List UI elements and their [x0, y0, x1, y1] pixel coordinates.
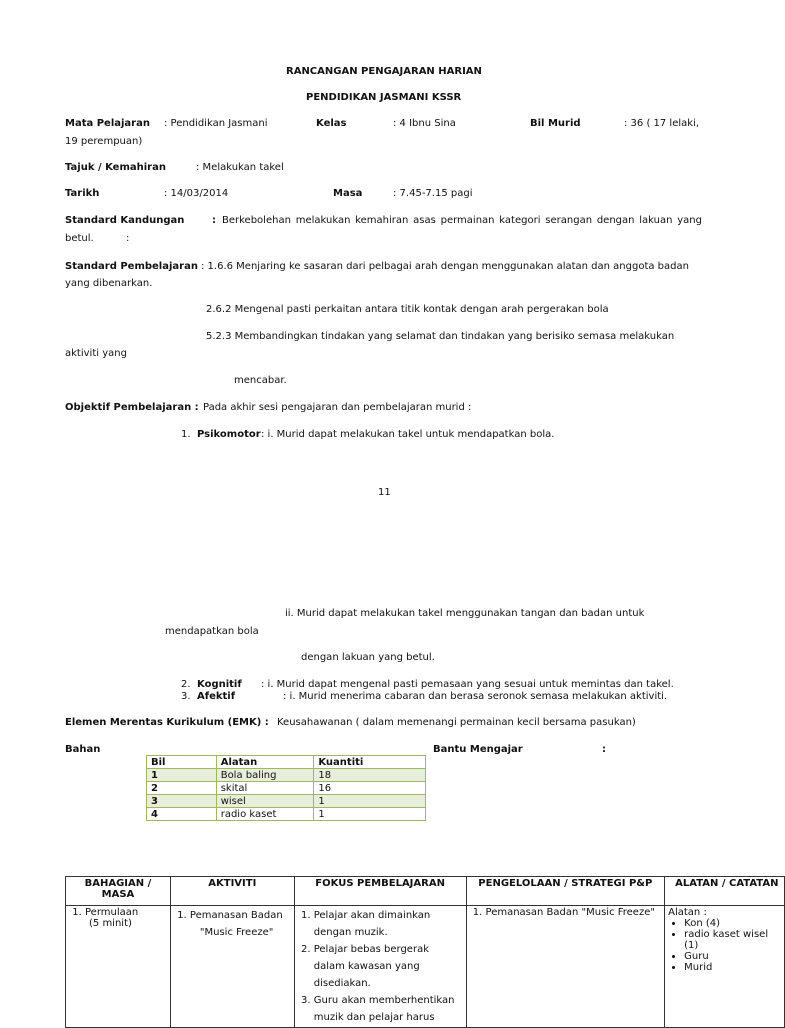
emk-label: Elemen Merentas Kurikulum (EMK) :	[65, 717, 269, 728]
kognitif-label: Kognitif	[197, 679, 242, 690]
bahagian-time: (5 minit)	[89, 918, 132, 929]
cell-alatan: skital	[216, 782, 314, 795]
alatan-item: • Guru	[684, 951, 781, 962]
header-pengelolaan: PENGELOLAAN / STRATEGI P&P	[466, 877, 665, 906]
tarikh-label: Tarikh	[65, 188, 100, 199]
page-subtitle: PENDIDIKAN JASMANI KSSR	[306, 92, 462, 103]
rph-table	[65, 876, 785, 1028]
cell-alatan: wisel	[216, 795, 314, 808]
alatan-item: • Kon (4)	[684, 918, 781, 929]
aktiviti-sub: "Music Freeze"	[199, 927, 274, 938]
mata-pelajaran-value: : Pendidikan Jasmani	[164, 118, 268, 129]
standard-pembelajaran-value: : 1.6.6 Menjaring ke sasaran dari pelbagai arah dengan menggunakan alatan dan anggota badan	[201, 261, 689, 272]
tajuk-label: Tajuk / Kemahiran	[65, 162, 166, 173]
masa-value: : 7.45-7.15 pagi	[393, 188, 473, 199]
kelas-label: Kelas	[316, 118, 347, 129]
standard-kandungan-colon: :	[212, 215, 216, 226]
alatan-table	[146, 755, 426, 821]
bahan-label: Bahan	[65, 744, 101, 755]
cell-bil: 2	[147, 782, 217, 795]
table-row	[147, 769, 426, 782]
cell-alatan	[665, 906, 785, 1028]
rph-table-header	[66, 877, 785, 906]
standard-kandungan-cont-colon: :	[126, 233, 130, 244]
cell-kuantiti: 18	[314, 769, 426, 782]
standard-kandungan-label: Standard Kandungan	[65, 215, 185, 226]
psikomotor-text: : i. Murid dapat melakukan takel untuk mendapatkan bola.	[261, 429, 555, 440]
pengelolaan-item: 1. Pemanasan Badan "Music Freeze"	[486, 907, 662, 918]
standard-kandungan-value: Berkebolehan melakukan kemahiran asas permainan kategori serangan dengan lakuan yang	[222, 215, 702, 226]
psikomotor-ii-cont1: mendapatkan bola	[165, 626, 259, 637]
alatan-label: Alatan :	[668, 907, 707, 918]
cell-kuantiti: 1	[314, 795, 426, 808]
bahagian-name: Permulaan	[85, 907, 139, 918]
emk-value: Keusahawanan ( dalam memenangi permainan kecil bersama pasukan)	[277, 717, 636, 728]
alatan-item: • radio kaset wisel	[684, 929, 781, 940]
fokus-item: 2. Pelajar bebas bergerak dalam kawasan yang disediakan.	[314, 941, 463, 992]
tajuk-value: : Melakukan takel	[196, 162, 284, 173]
cell-alatan: radio kaset	[216, 808, 314, 821]
afektif-number: 3.	[181, 691, 191, 702]
cell-aktiviti	[170, 906, 294, 1028]
alatan-item: • Murid	[684, 962, 781, 973]
standard-pembelajaran-cont: yang dibenarkan.	[65, 278, 153, 289]
standard-pembelajaran-item3: 5.2.3 Membandingkan tindakan yang selamat dan tindakan yang berisiko semasa melakukan	[206, 331, 675, 342]
standard-pembelajaran-item2: 2.6.2 Mengenal pasti perkaitan antara titik kontak dengan arah pergerakan bola	[206, 304, 609, 315]
cell-alatan: Bola baling	[216, 769, 314, 782]
header-kuantiti: Kuantiti	[314, 756, 426, 769]
header-bil: Bil	[147, 756, 217, 769]
header-fokus: FOKUS PEMBELAJARAN	[294, 877, 466, 906]
aktiviti-name: Pemanasan Badan	[189, 910, 283, 921]
header-alatan: Alatan	[216, 756, 314, 769]
cell-bil: 1	[147, 769, 217, 782]
afektif-text: : i. Murid menerima cabaran dan berasa seronok semasa melakukan aktiviti.	[283, 691, 668, 702]
kelas-value: : 4 Ibnu Sina	[393, 118, 456, 129]
table-row	[147, 782, 426, 795]
cell-bahagian	[66, 906, 171, 1028]
cell-bil: 3	[147, 795, 217, 808]
bil-murid-label: Bil Murid	[530, 118, 581, 129]
fokus-item: 3. Guru akan memberhentikan muzik dan pelajar harus	[314, 992, 463, 1026]
table-row	[147, 795, 426, 808]
psikomotor-number: 1.	[181, 429, 191, 440]
objektif-label: Objektif Pembelajaran :	[65, 402, 199, 413]
kognitif-number: 2.	[181, 679, 191, 690]
header-bahagian-masa: BAHAGIAN / MASA	[66, 877, 171, 906]
standard-pembelajaran-item3-cont2: mencabar.	[234, 375, 287, 386]
table-row	[147, 808, 426, 821]
psikomotor-label: Psikomotor	[197, 429, 261, 440]
bil-murid-cont: 19 perempuan)	[65, 136, 143, 147]
psikomotor-ii: ii. Murid dapat melakukan takel menggunakan tangan dan badan untuk	[285, 608, 645, 619]
alatan-item: (1)	[684, 940, 699, 951]
kognitif-text: : i. Murid dapat mengenal pasti pemasaan yang sesuai untuk memintas dan takel.	[261, 679, 674, 690]
header-aktiviti: AKTIVITI	[170, 877, 294, 906]
cell-kuantiti: 16	[314, 782, 426, 795]
psikomotor-ii-cont2: dengan lakuan yang betul.	[301, 652, 435, 663]
mata-pelajaran-label: Mata Pelajaran	[65, 118, 150, 129]
bil-murid-value: : 36 ( 17 lelaki,	[624, 118, 700, 129]
page-number: 11	[378, 487, 391, 498]
standard-kandungan-cont: betul.	[65, 233, 94, 244]
masa-label: Masa	[333, 188, 363, 199]
cell-pengelolaan	[466, 906, 665, 1028]
cell-fokus	[294, 906, 466, 1028]
page-title: RANCANGAN PENGAJARAN HARIAN	[286, 66, 482, 77]
header-alatan-catatan: ALATAN / CATATAN	[665, 877, 785, 906]
afektif-label: Afektif	[197, 691, 236, 702]
cell-kuantiti: 1	[314, 808, 426, 821]
table-row	[66, 906, 785, 1028]
bantu-mengajar-colon: :	[602, 744, 606, 755]
alatan-table-header	[147, 756, 426, 769]
bantu-mengajar-label: Bantu Mengajar	[433, 744, 523, 755]
tarikh-value: : 14/03/2014	[164, 188, 229, 199]
standard-pembelajaran-label: Standard Pembelajaran	[65, 261, 198, 272]
objektif-value: Pada akhir sesi pengajaran dan pembelajaran murid :	[203, 402, 472, 413]
fokus-item: 1. Pelajar akan dimainkan dengan muzik.	[314, 907, 463, 941]
cell-bil: 4	[147, 808, 217, 821]
standard-pembelajaran-item3-cont1: aktiviti yang	[65, 348, 127, 359]
